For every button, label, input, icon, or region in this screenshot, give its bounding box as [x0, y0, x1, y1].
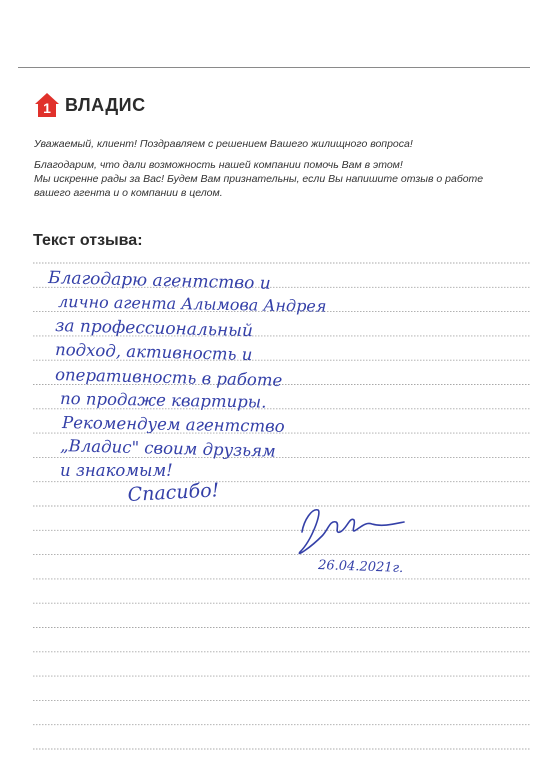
review-text-line: лично агента Алымова Андрея — [57, 292, 327, 316]
thanks-line: Благодарим, что дали возможность нашей компании помочь Вам в этом! — [34, 159, 403, 171]
review-date: 26.04.2021г. — [317, 558, 404, 576]
svg-text:1: 1 — [43, 100, 51, 116]
review-thanks: Спасибо! — [127, 479, 220, 506]
request-line-continued: вашего агента и о компании в целом. — [34, 187, 223, 199]
review-heading: Текст отзыва: — [33, 232, 143, 249]
review-text-line: оперативность в работе — [54, 365, 283, 390]
review-text-line: Рекомендуем агентство — [61, 413, 285, 436]
review-text-line: „Владис" своим друзьям — [59, 436, 277, 461]
review-text-line: и знакомым! — [60, 461, 173, 480]
greeting-line: Уважаемый, клиент! Поздравляем с решением Вашего жилищного вопроса! — [34, 138, 413, 150]
review-text-line: по продаже квартиры. — [59, 389, 267, 412]
review-text-line: подход, активность и — [54, 340, 253, 365]
request-line: Мы искренне рады за Вас! Будем Вам признательны, если Вы напишите отзыв о работе — [34, 173, 484, 185]
review-text-line: Благодарю агентство и — [47, 268, 271, 294]
handwritten-signature — [299, 510, 404, 554]
brand-name: ВЛАДИС — [65, 95, 146, 115]
review-text-line: за профессиональный — [54, 316, 254, 342]
